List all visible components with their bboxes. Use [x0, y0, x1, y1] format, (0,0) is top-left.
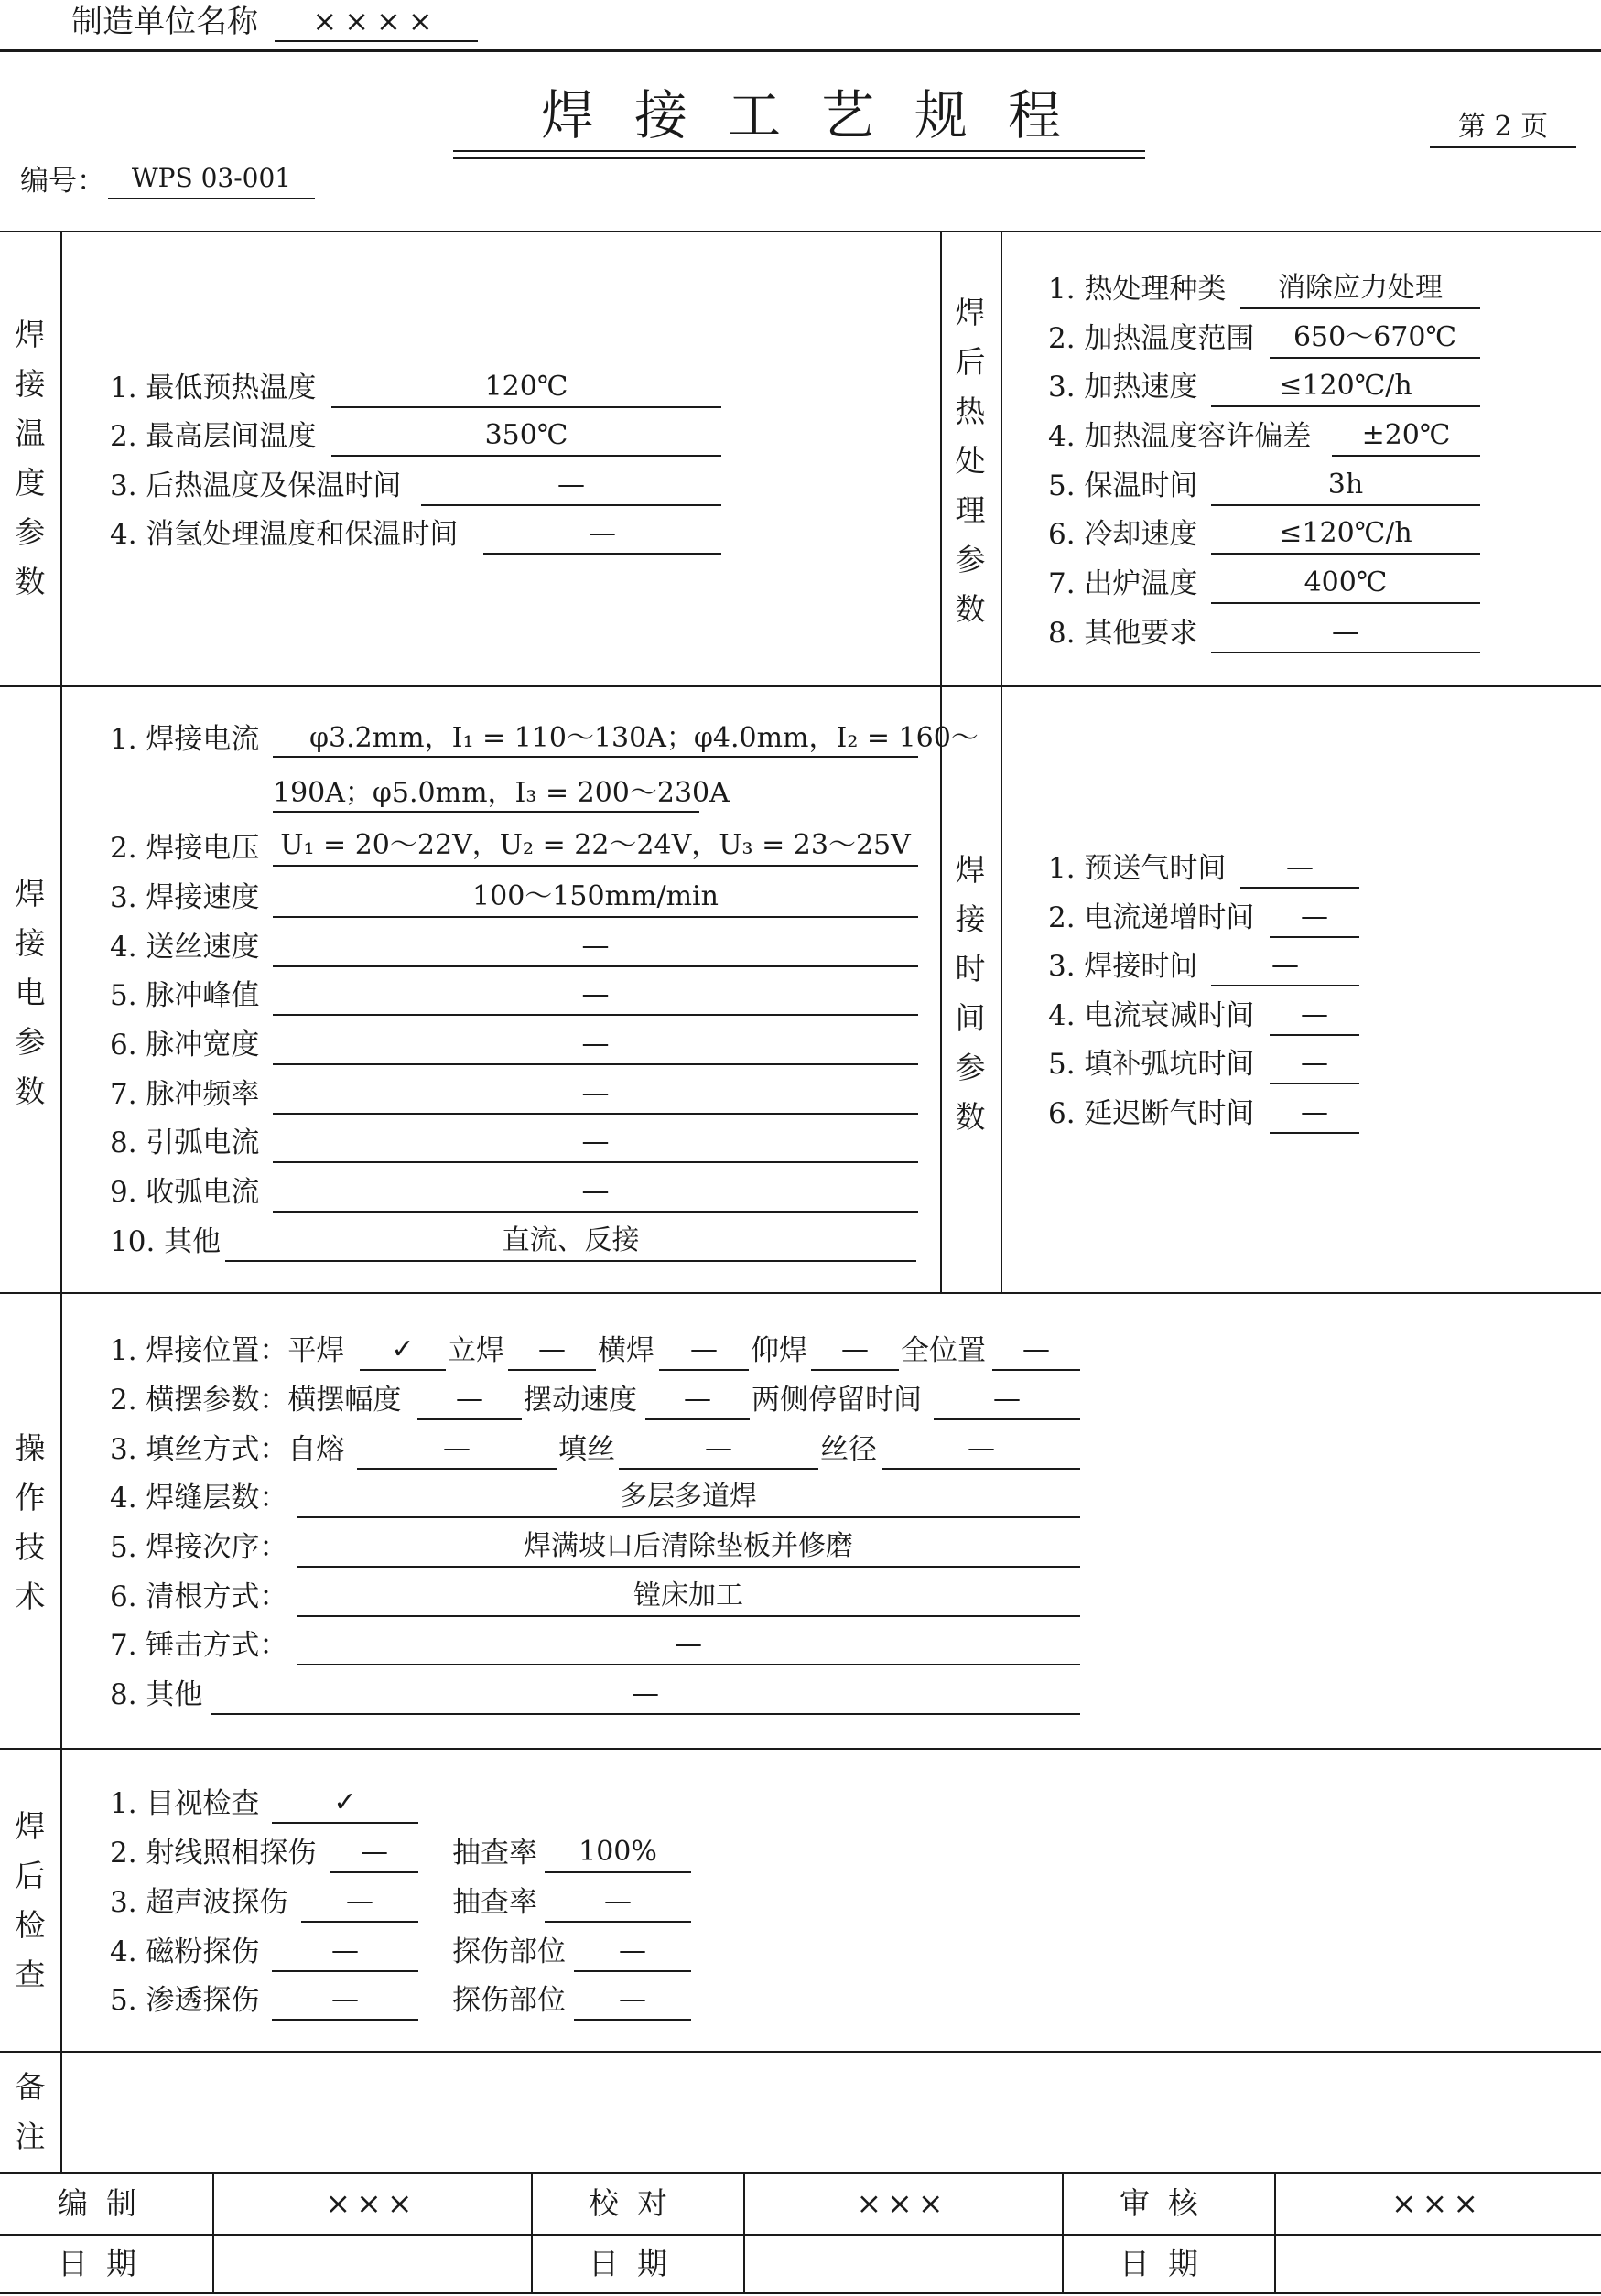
- current-label: 1. 焊接电流: [110, 723, 260, 756]
- maker-value: ××××: [275, 4, 478, 42]
- wirefeed-value: —: [273, 929, 918, 967]
- back-gouge-label: 6. 清根方式：: [110, 1580, 288, 1613]
- post-gas-label: 6. 延迟断气时间: [1048, 1097, 1255, 1130]
- current-value-line2: 190A；φ5.0mm，I₃ = 200～230A: [273, 776, 699, 813]
- layers-label: 4. 焊缝层数：: [110, 1482, 288, 1514]
- voltage-value: U₁ = 20～22V，U₂ = 22～24V，U₃ = 23～25V: [273, 828, 918, 867]
- review-date-label: 日期: [1120, 2246, 1217, 2281]
- pwht-tolerance-label: 4. 加热温度容许偏差: [1048, 420, 1312, 453]
- arc-start-value: —: [273, 1125, 918, 1163]
- pre-gas-label: 1. 预送气时间: [1048, 852, 1227, 885]
- weave-dwell-value: —: [934, 1382, 1080, 1420]
- position-all-label: 全位置: [901, 1334, 986, 1367]
- mt-location-value: —: [574, 1934, 691, 1972]
- position-horizontal-value: —: [659, 1332, 749, 1371]
- pwht-cool-label: 6. 冷却速度: [1048, 518, 1198, 551]
- ut-rate-value: —: [545, 1884, 691, 1923]
- rt-value: —: [330, 1835, 418, 1873]
- middle-divider-right: [1001, 231, 1002, 1292]
- pulse-freq-label: 7. 脉冲频率: [110, 1078, 260, 1111]
- pwht-hold-value: 3h: [1211, 468, 1480, 506]
- section-title-preheat: 焊 接 温 度 参 数: [15, 317, 46, 599]
- ut-label: 3. 超声波探伤: [110, 1886, 288, 1919]
- row-border-1: [0, 685, 1601, 687]
- postheat-label: 3. 后热温度及保温时间: [110, 469, 402, 502]
- dehydrogen-label: 4. 消氢处理温度和保温时间: [110, 518, 459, 551]
- postheat-value: —: [421, 468, 721, 506]
- dehydrogen-value: —: [483, 516, 721, 555]
- page-number: 第 2 页: [1430, 110, 1576, 148]
- section-title-inspection: 焊 后 检 查: [15, 1808, 46, 1992]
- compile-label: 编制: [58, 2185, 155, 2221]
- pwht-hold-label: 5. 保温时间: [1048, 469, 1198, 502]
- rt-rate-label: 抽查率: [452, 1837, 537, 1870]
- filler-autogenous-value: —: [357, 1431, 557, 1470]
- mt-value: —: [272, 1934, 418, 1972]
- pwht-tolerance-value: ±20℃: [1332, 418, 1480, 457]
- visual-label: 1. 目视检查: [110, 1787, 260, 1820]
- pt-label: 5. 渗透探伤: [110, 1984, 260, 2017]
- back-gouge-value: 镗床加工: [297, 1579, 1080, 1617]
- arc-end-label: 9. 收弧电流: [110, 1176, 260, 1209]
- pt-location-value: —: [574, 1982, 691, 2021]
- post-gas-value: —: [1270, 1095, 1359, 1134]
- position-overhead-label: 仰焊: [751, 1334, 807, 1367]
- maker-label: 制造单位名称: [71, 4, 258, 40]
- compile-value: ×××: [325, 2185, 418, 2221]
- row-border-6: [0, 2234, 1601, 2236]
- wirefeed-label: 4. 送丝速度: [110, 931, 260, 964]
- row-border-5: [0, 2172, 1601, 2174]
- elec-other-label: 10. 其他: [110, 1225, 222, 1258]
- check-label: 校对: [589, 2185, 686, 2221]
- filler-label: 3. 填丝方式：自熔: [110, 1433, 345, 1466]
- pwht-other-value: —: [1211, 615, 1480, 653]
- pwht-cool-value: ≤120℃/h: [1211, 516, 1480, 555]
- wire-diameter-label: 丝径: [820, 1433, 877, 1466]
- section-title-timing: 焊 接 时 间 参 数: [955, 852, 986, 1135]
- filler-wire-value: —: [619, 1431, 818, 1470]
- downslope-label: 4. 电流衰减时间: [1048, 999, 1255, 1032]
- position-all-value: —: [992, 1332, 1080, 1371]
- table-top-border: [0, 231, 1601, 232]
- visual-value: ✓: [272, 1785, 418, 1824]
- pulse-peak-label: 5. 脉冲峰值: [110, 979, 260, 1012]
- weave-label: 2. 横摆参数：横摆幅度: [110, 1384, 402, 1417]
- page-title: 焊接工艺规程: [540, 84, 1101, 146]
- peening-value: —: [297, 1627, 1080, 1665]
- pwht-other-label: 8. 其他要求: [1048, 617, 1198, 650]
- weave-dwell-label: 两侧停留时间: [752, 1384, 922, 1417]
- review-value: ×××: [1391, 2185, 1484, 2221]
- header-rule: [0, 49, 1601, 52]
- pt-value: —: [272, 1982, 418, 2021]
- weave-amplitude-value: —: [417, 1382, 522, 1420]
- pwht-type-value: 消除应力处理: [1240, 271, 1480, 309]
- current-value-line1: φ3.2mm，I₁ = 110～130A；φ4.0mm，I₂ = 160～: [273, 721, 918, 758]
- position-vertical-value: —: [508, 1332, 596, 1371]
- elec-other-value: 直流、反接: [225, 1223, 916, 1262]
- ut-rate-label: 抽查率: [452, 1886, 537, 1919]
- table-bottom-border: [0, 2292, 1601, 2294]
- speed-label: 3. 焊接速度: [110, 881, 260, 914]
- title-underline-2: [453, 157, 1145, 159]
- crater-fill-value: —: [1270, 1046, 1359, 1084]
- pwht-out-value: 400℃: [1211, 566, 1480, 604]
- position-vertical-label: 立焊: [448, 1334, 504, 1367]
- section-title-technique: 操 作 技 术: [15, 1430, 46, 1614]
- preheat-min-label: 1. 最低预热温度: [110, 372, 317, 404]
- voltage-label: 2. 焊接电压: [110, 832, 260, 865]
- pulse-width-label: 6. 脉冲宽度: [110, 1029, 260, 1062]
- sequence-label: 5. 焊接次序：: [110, 1531, 288, 1564]
- pulse-peak-value: —: [273, 977, 918, 1016]
- filler-wire-label: 填丝: [558, 1433, 615, 1466]
- sequence-value: 焊满坡口后清除垫板并修磨: [297, 1529, 1080, 1568]
- section-title-remarks: 备 注: [15, 2069, 46, 2154]
- speed-value: 100～150mm/min: [273, 879, 918, 918]
- upslope-label: 2. 电流递增时间: [1048, 901, 1255, 934]
- pwht-range-value: 650～670℃: [1270, 320, 1480, 359]
- preheat-min-value: 120℃: [331, 370, 721, 408]
- downslope-value: —: [1270, 997, 1359, 1036]
- mt-label: 4. 磁粉探伤: [110, 1935, 260, 1968]
- mt-location-label: 探伤部位: [452, 1935, 566, 1968]
- interpass-max-value: 350℃: [331, 418, 721, 457]
- upslope-value: —: [1270, 900, 1359, 938]
- check-date-label: 日期: [589, 2246, 686, 2281]
- rt-label: 2. 射线照相探伤: [110, 1837, 317, 1870]
- compile-date-label: 日期: [58, 2246, 155, 2281]
- pwht-out-label: 7. 出炉温度: [1048, 567, 1198, 600]
- pulse-width-value: —: [273, 1027, 918, 1065]
- ut-value: —: [301, 1884, 418, 1923]
- rt-rate-value: 100%: [545, 1835, 691, 1873]
- code-label: 编号：: [20, 165, 105, 198]
- pwht-rate-value: ≤120℃/h: [1211, 369, 1480, 407]
- pt-location-label: 探伤部位: [452, 1984, 566, 2017]
- position-flat-value: ✓: [360, 1332, 446, 1371]
- section-title-electrical: 焊 接 电 参 数: [15, 876, 46, 1109]
- wire-diameter-value: —: [882, 1431, 1080, 1470]
- crater-fill-label: 5. 填补弧坑时间: [1048, 1048, 1255, 1081]
- title-column-divider: [60, 231, 62, 2172]
- technique-other-value: —: [211, 1676, 1080, 1715]
- position-label: 1. 焊接位置：平焊: [110, 1334, 345, 1367]
- layers-value: 多层多道焊: [297, 1480, 1080, 1518]
- peening-label: 7. 锤击方式：: [110, 1629, 288, 1662]
- code-value: WPS 03-001: [108, 161, 315, 199]
- arc-end-value: —: [273, 1174, 918, 1213]
- section-title-pwht: 焊 后 热 处 理 参 数: [955, 295, 986, 627]
- weave-speed-label: 摆动速度: [524, 1384, 637, 1417]
- weld-time-value: —: [1211, 948, 1359, 986]
- position-overhead-value: —: [811, 1332, 899, 1371]
- interpass-max-label: 2. 最高层间温度: [110, 420, 317, 453]
- row-border-2: [0, 1292, 1601, 1294]
- technique-other-label: 8. 其他: [110, 1678, 203, 1711]
- pwht-rate-label: 3. 加热速度: [1048, 371, 1198, 404]
- check-value: ×××: [856, 2185, 949, 2221]
- title-underline-1: [453, 150, 1145, 152]
- position-horizontal-label: 横焊: [598, 1334, 654, 1367]
- pulse-freq-value: —: [273, 1076, 918, 1115]
- weave-speed-value: —: [645, 1382, 750, 1420]
- weld-time-label: 3. 焊接时间: [1048, 950, 1198, 983]
- row-border-3: [0, 1748, 1601, 1750]
- pre-gas-value: —: [1240, 850, 1359, 889]
- review-label: 审核: [1120, 2185, 1217, 2221]
- row-border-4: [0, 2051, 1601, 2053]
- pwht-range-label: 2. 加热温度范围: [1048, 322, 1255, 355]
- pwht-type-label: 1. 热处理种类: [1048, 273, 1227, 306]
- arc-start-label: 8. 引弧电流: [110, 1126, 260, 1159]
